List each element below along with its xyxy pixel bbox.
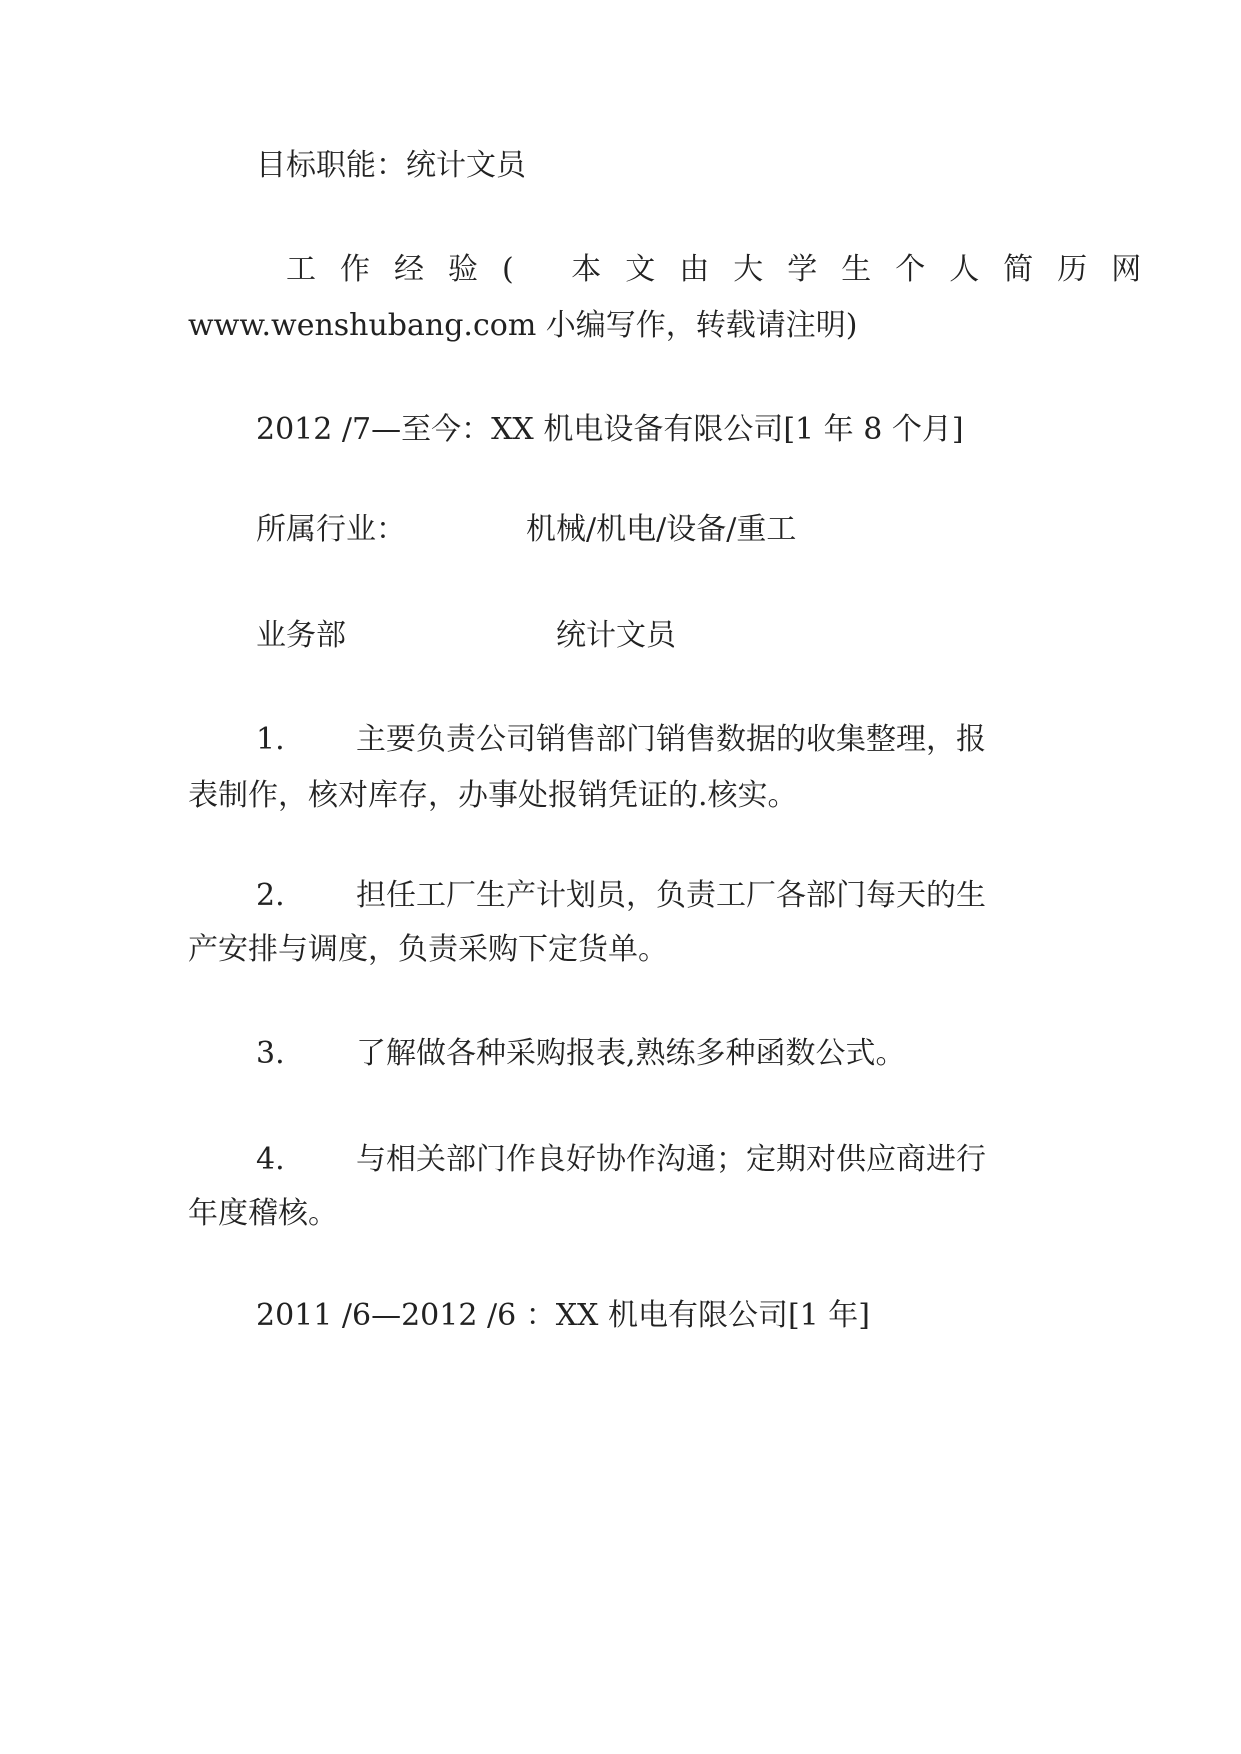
job1-header: 2012 /7—至今：XX 机电设备有限公司[1 年 8 个月] <box>256 412 964 447</box>
item-text: 与相关部门作良好协作沟通；定期对供应商进行 <box>356 1142 986 1177</box>
industry-value: 机械/机电/设备/重工 <box>526 512 797 547</box>
work-experience-heading: 工作经验( 本文由大学生个人简历网 <box>286 252 1166 287</box>
item-number: 1. <box>256 722 285 757</box>
work-experience-source: www.wenshubang.com 小编写作，转载请注明) <box>188 308 858 343</box>
list-item <box>256 1140 1058 1180</box>
department-row <box>256 616 1058 656</box>
item-number: 4. <box>256 1142 285 1177</box>
department-label: 业务部 <box>256 618 346 653</box>
item-text: 了解做各种采购报表,熟练多种函数公式。 <box>356 1036 906 1071</box>
industry-label: 所属行业： <box>256 512 406 547</box>
list-item <box>256 720 1058 760</box>
industry-row <box>256 510 1058 550</box>
item-text-continued: 年度稽核。 <box>188 1196 338 1231</box>
item-text: 主要负责公司销售部门销售数据的收集整理，报 <box>356 722 986 757</box>
list-item <box>256 876 1058 916</box>
job2-header: 2011 /6—2012 /6 ：XX 机电有限公司[1 年] <box>256 1298 870 1333</box>
department-value: 统计文员 <box>556 618 676 653</box>
item-text-continued: 产安排与调度，负责采购下定货单。 <box>188 932 668 967</box>
item-text-continued: 表制作，核对库存，办事处报销凭证的.核实。 <box>188 778 798 813</box>
list-item <box>256 1034 1058 1074</box>
item-number: 2. <box>256 878 285 913</box>
item-text: 担任工厂生产计划员，负责工厂各部门每天的生 <box>356 878 986 913</box>
target-role: 目标职能：统计文员 <box>256 148 526 183</box>
item-number: 3. <box>256 1036 285 1071</box>
